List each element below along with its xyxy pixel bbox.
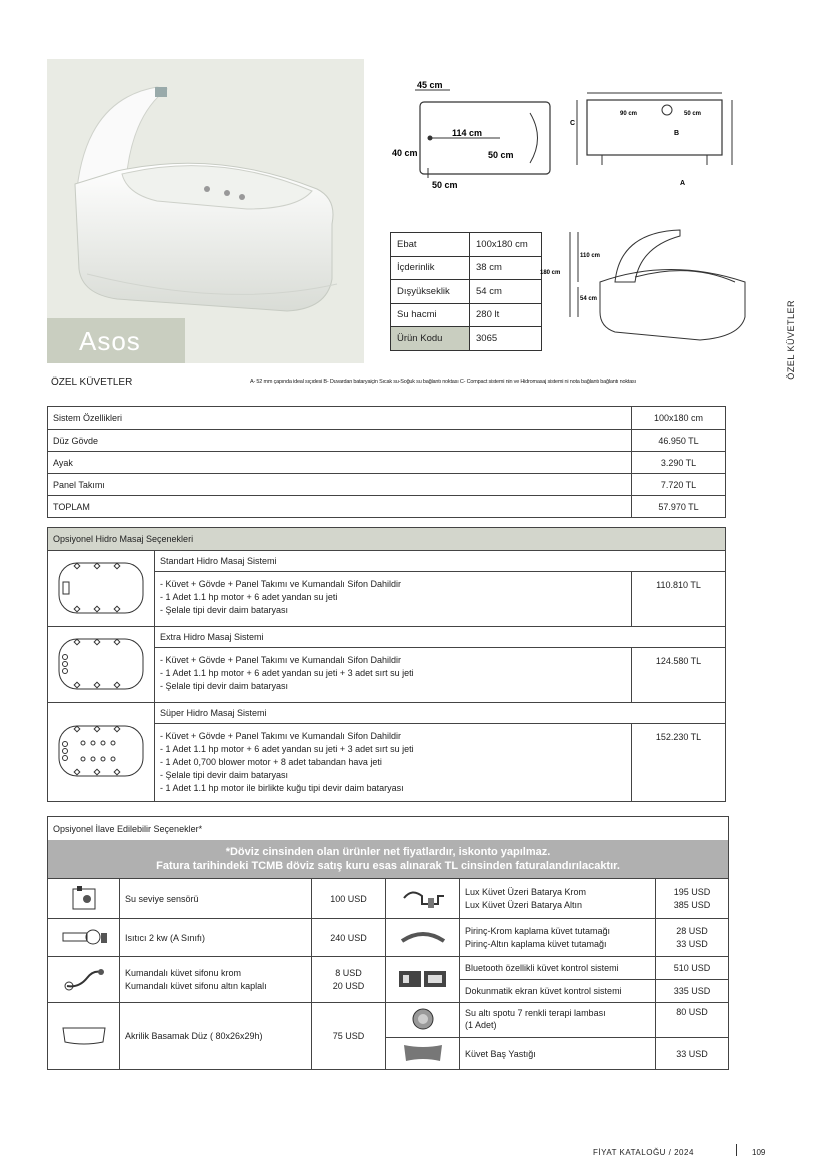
dim-label-50a: 50 cm xyxy=(488,150,514,160)
addon-icon-cell xyxy=(48,919,120,957)
system-row-price: 57.970 TL xyxy=(632,496,726,518)
addon-icon-cell xyxy=(48,1003,120,1070)
table-row xyxy=(48,430,726,452)
spec-value: 54 cm xyxy=(470,280,542,304)
dim-label-50b: 50 cm xyxy=(432,180,458,190)
super-jets-icon xyxy=(53,720,149,782)
addon-price: 240 USD xyxy=(312,919,386,957)
addon-label xyxy=(120,957,312,1003)
spec-key: Dışyükseklik xyxy=(391,280,470,304)
spec-row xyxy=(391,256,542,280)
hydro-option-details xyxy=(155,724,632,802)
dim-label-side-50: 50 cm xyxy=(684,111,702,117)
hydro-option-line: - Küvet + Gövde + Panel Takımı ve Kumandalı Sifon Dahildir xyxy=(160,579,401,589)
addon-label: Isıtıcı 2 kw (A Sınıfı) xyxy=(120,919,312,957)
addon-icon-cell xyxy=(48,957,120,1003)
spec-value: 100x180 cm xyxy=(470,233,542,257)
spec-value: 3065 xyxy=(470,327,542,351)
addon-label-line: Lux Küvet Üzeri Batarya Altın xyxy=(465,899,583,910)
addons-table xyxy=(47,878,729,1070)
addon-label: Dokunmatik ekran küvet kontrol sistemi xyxy=(460,980,656,1003)
addon-icon-cell xyxy=(386,1003,460,1038)
hydro-option-price: 152.230 TL xyxy=(632,724,726,802)
addon-label xyxy=(460,879,656,919)
addon-label xyxy=(460,919,656,957)
spec-row xyxy=(391,233,542,257)
spec-key: Ebat xyxy=(391,233,470,257)
addon-icon-cell xyxy=(386,1038,460,1070)
addon-icon-cell xyxy=(386,879,460,919)
addon-price-line: 8 USD xyxy=(335,967,362,978)
dim-label-54: 54 cm xyxy=(580,296,598,302)
side-category-label: ÖZEL KÜVETLER xyxy=(786,300,796,380)
spec-key: İçderinlik xyxy=(391,256,470,280)
spec-row xyxy=(391,280,542,304)
connection-note: A- 52 mm çapında ideal sıçıdesi B- Duvardan bataryaiçin Sıcak su-Soğuk su bağlantı noktası C- Compact sistemi nin ve Hidromasaj sistemi ni nota bağlantı bağlantı noktası xyxy=(250,379,636,385)
addon-price: 510 USD xyxy=(656,957,729,980)
hydro-option-line: - Şelale tipi devir daim bataryası xyxy=(160,681,289,691)
step-icon xyxy=(59,1022,109,1048)
system-row-price: 3.290 TL xyxy=(632,452,726,474)
dim-label-90: 90 cm xyxy=(620,111,638,117)
addon-price xyxy=(656,919,729,957)
hydro-option-line: - 1 Adet 1.1 hp motor ile birlikte kuğu tipi devir daim bataryası xyxy=(160,783,404,793)
addon-label-line: Kumandalı küvet sifonu krom xyxy=(125,967,242,978)
addon-label: Akrilik Basamak Düz ( 80x26x29h) xyxy=(120,1003,312,1070)
system-row-label: Düz Gövde xyxy=(48,430,632,452)
spec-key: Su hacmi xyxy=(391,303,470,327)
addon-label-line: Su altı spotu 7 renkli terapi lambası xyxy=(465,1008,606,1018)
side-view-drawing xyxy=(562,85,742,190)
hydro-option-line: - Şelale tipi devir daim bataryası xyxy=(160,770,289,780)
hydro-option-line: - Küvet + Gövde + Panel Takımı ve Kumandalı Sifon Dahildir xyxy=(160,655,401,665)
system-row-price: 7.720 TL xyxy=(632,474,726,496)
system-header-label: Sistem Özellikleri xyxy=(48,407,632,430)
page-number: 109 xyxy=(752,1148,766,1157)
system-header-value: 100x180 cm xyxy=(632,407,726,430)
catalog-footer: FİYAT KATALOĞU / 2024 xyxy=(593,1148,694,1157)
hydro-option-line: - 1 Adet 0,700 blower motor + 8 adet tabandan hava jeti xyxy=(160,757,382,767)
iso-view-drawing xyxy=(540,222,750,352)
addon-price-line: 20 USD xyxy=(332,980,365,991)
control-panel-icon xyxy=(397,968,449,990)
addon-icon-cell xyxy=(386,919,460,957)
point-label-c: C xyxy=(570,120,576,127)
table-row xyxy=(48,474,726,496)
addons-title: Opsiyonel İlave Edilebilir Seçenekler* xyxy=(48,817,729,841)
siphon-icon xyxy=(59,964,109,994)
addon-price-line: 33 USD xyxy=(676,938,708,949)
addon-price: 80 USD xyxy=(656,1003,729,1038)
hydro-option-name: Standart Hidro Masaj Sistemi xyxy=(155,551,726,572)
tub-jets-diagram xyxy=(48,703,155,802)
dim-label-110: 110 cm xyxy=(580,253,601,259)
heater-icon xyxy=(59,925,109,949)
point-label-a: A xyxy=(680,180,686,187)
hydro-option-details xyxy=(155,572,632,627)
pillow-icon xyxy=(398,1041,448,1065)
product-name: Asos xyxy=(47,318,185,363)
hydro-title: Opsiyonel Hidro Masaj Seçenekleri xyxy=(48,528,726,551)
spec-row xyxy=(391,303,542,327)
addon-label xyxy=(460,1003,656,1038)
handle-icon xyxy=(398,927,448,947)
sensor-icon xyxy=(67,883,101,913)
system-price-table xyxy=(47,406,726,518)
point-label-b: B xyxy=(674,130,680,137)
addon-price: 75 USD xyxy=(312,1003,386,1070)
table-row xyxy=(48,496,726,518)
addon-price xyxy=(312,957,386,1003)
footer-divider xyxy=(736,1144,737,1156)
addon-price: 100 USD xyxy=(312,879,386,919)
hydro-options-table xyxy=(47,527,726,802)
hydro-option-details xyxy=(155,648,632,703)
currency-notice xyxy=(47,840,729,878)
hydro-option-line: - 1 Adet 1.1 hp motor + 6 adet yandan su jeti xyxy=(160,592,338,602)
tub-jets-diagram xyxy=(48,627,155,703)
hydro-option-line: - Küvet + Gövde + Panel Takımı ve Kumandalı Sifon Dahildir xyxy=(160,731,401,741)
dim-label-40: 40 cm xyxy=(392,148,418,158)
table-header-row xyxy=(48,407,726,430)
addon-price: 335 USD xyxy=(656,980,729,1003)
addon-icon-cell xyxy=(48,879,120,919)
system-row-label: TOPLAM xyxy=(48,496,632,518)
hydro-option-name: Süper Hidro Masaj Sistemi xyxy=(155,703,726,724)
addon-price-line: 195 USD xyxy=(673,886,711,897)
category-label: ÖZEL KÜVETLER xyxy=(51,377,133,388)
dim-label-45: 45 cm xyxy=(417,80,443,90)
hydro-option-name: Extra Hidro Masaj Sistemi xyxy=(155,627,726,648)
addon-label: Su seviye sensörü xyxy=(120,879,312,919)
tub-jets-diagram xyxy=(48,551,155,627)
system-row-label: Ayak xyxy=(48,452,632,474)
system-row-label: Panel Takımı xyxy=(48,474,632,496)
dim-label-180: 180 cm xyxy=(540,270,561,276)
addon-label-line: (1 Adet) xyxy=(465,1020,497,1030)
hydro-option-line: - 1 Adet 1.1 hp motor + 6 adet yandan su jeti + 3 adet sırt su jeti xyxy=(160,744,414,754)
addon-label: Bluetooth özellikli küvet kontrol sistemi xyxy=(460,957,656,980)
notice-line-1: *Döviz cinsinden olan ürünler net fiyatlardır, iskonto yapılmaz. xyxy=(225,846,551,858)
addon-label-line: Kumandalı küvet sifonu altın kaplalı xyxy=(125,980,267,991)
spec-value: 38 cm xyxy=(470,256,542,280)
spec-value: 280 lt xyxy=(470,303,542,327)
addon-icon-cell xyxy=(386,957,460,1003)
faucet-icon xyxy=(398,884,448,912)
addon-price-line: 385 USD xyxy=(673,899,711,910)
system-row-price: 46.950 TL xyxy=(632,430,726,452)
top-view-drawing xyxy=(390,78,560,193)
addon-price: 33 USD xyxy=(656,1038,729,1070)
notice-line-2: Fatura tarihindeki TCMB döviz satış kuru esas alınarak TL cinsinden faturalandırılacaktır. xyxy=(156,860,620,872)
addon-price-line: 28 USD xyxy=(676,925,708,936)
dim-label-114: 114 cm xyxy=(452,128,483,138)
addons-title-table xyxy=(47,816,729,841)
spec-table xyxy=(390,232,542,351)
hydro-option-line: - 1 Adet 1.1 hp motor + 6 adet yandan su jeti + 3 adet sırt su jeti xyxy=(160,668,414,678)
addon-price xyxy=(656,879,729,919)
table-row xyxy=(48,452,726,474)
addon-label-line: Lux Küvet Üzeri Batarya Krom xyxy=(465,886,587,897)
extra-jets-icon xyxy=(53,633,149,695)
spec-row xyxy=(391,327,542,351)
spec-key: Ürün Kodu xyxy=(391,327,470,351)
addon-label: Küvet Baş Yastığı xyxy=(460,1038,656,1070)
hydro-option-price: 110.810 TL xyxy=(632,572,726,627)
hydro-option-price: 124.580 TL xyxy=(632,648,726,703)
hydro-option-line: - Şelale tipi devir daim bataryası xyxy=(160,605,289,615)
standard-jets-icon xyxy=(53,557,149,619)
addon-label-line: Pirinç-Krom kaplama küvet tutamağı xyxy=(465,925,611,936)
spotlight-icon xyxy=(408,1006,438,1032)
addon-label-line: Pirinç-Altın kaplama küvet tutamağı xyxy=(465,938,607,949)
